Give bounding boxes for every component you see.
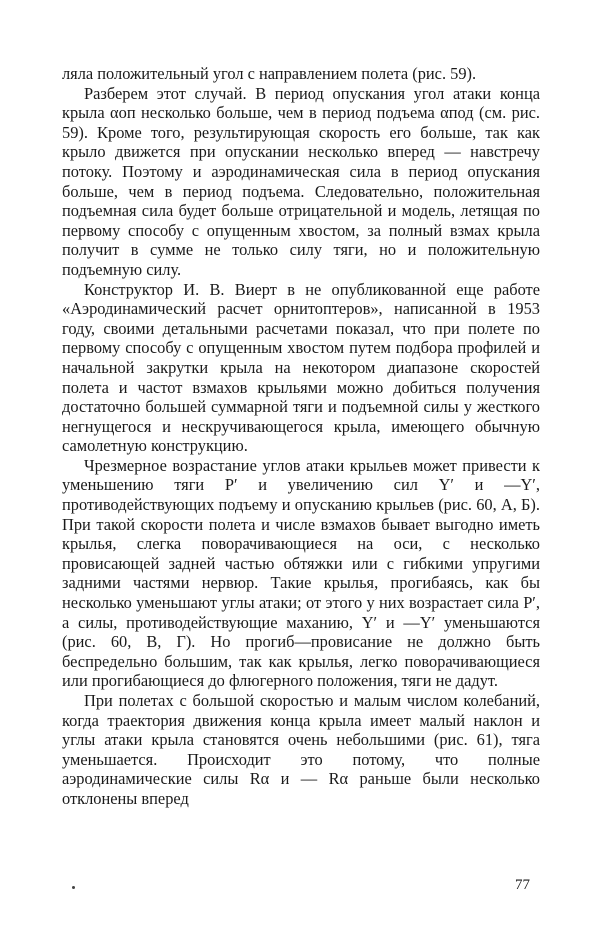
page-number: 77 [515,877,530,893]
paragraph-1: ляла положительный угол с направлением полета (рис. 59). [62,64,477,83]
paragraph-3: Конструктор И. В. Виерт в не опубликованной еще работе «Аэродинамический расчет орнитоптеров», написанной в 1953 году, своими детальными расчетами показал, что при полете по первому способу с опущенным хвостом путем подбора профилей и начальной закрутки крыла на некотором диапазоне скоростей полета и частот взмахов крыльями можно добиться получения достаточно большей суммарной тяги и подъемной силы у жесткого негнущегося и нескручивающегося крыла, имеющего обычную самолетную конструкцию. [62,279,540,456]
page-body [62,64,540,809]
paragraph-5: При полетах с большой скоростью и малым числом колебаний, когда траектория движения конца крыла имеет малый наклон и углы атаки крыла становятся очень небольшими (рис. 61), тяга уменьшается. Происходит это потому, что полные аэродинамические силы Rα и — Rα раньше были несколько отклонены вперед [62,691,540,808]
paragraph-4: Чрезмерное возрастание углов атаки крыльев может привести к уменьшению тяги P′ и увеличению сил Y′ и —Y′, противодействующих подъему и опусканию крыльев (рис. 60, А, Б). При такой скорости полета и числе взмахов бывает выгодно иметь крылья, слегка поворачивающиеся на оси, с несколько провисающей задней частью обтяжки или с гибкими упругими задними частями нервюр. Такие крылья, прогибаясь, как бы несколько уменьшают углы атаки; от этого у них возрастает сила P′, а силы, противодействующие маханию, Y′ и —Y′ уменьшаются (рис. 60, В, Г). Но прогиб—провисание не должно быть беспредельно большим, так как крылья, легко поворачивающиеся или прогибающиеся до флюгерного положения, тяги не дадут. [62,455,540,691]
print-dot [72,886,75,889]
paragraph-2: Разберем этот случай. В период опускания угол атаки конца крыла αоп несколько больше, чем в период подъема αпод (см. рис. 59). Кроме того, результирующая скорость его больше, так как крыло движется при опускании несколько вперед — навстречу потоку. Поэтому и аэродинамическая сила в период опускания больше, чем в период подъема. Следовательно, положительная подъемная сила будет больше отрицательной и модель, летящая по первому способу с опущенным хвостом, за полный взмах крыла получит в сумме не только силу тяги, но и положительную подъемную силу. [62,83,540,279]
